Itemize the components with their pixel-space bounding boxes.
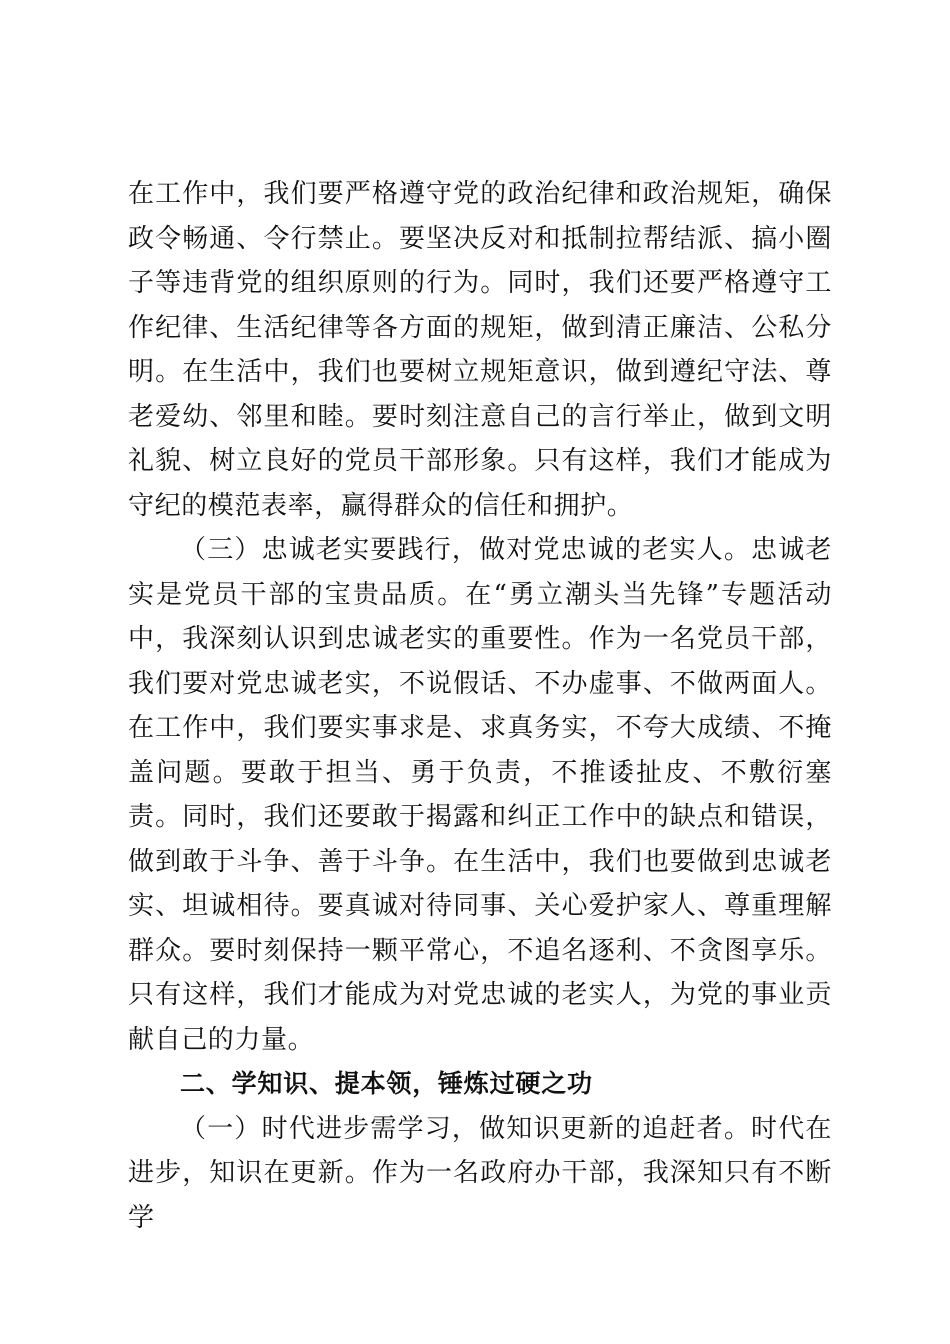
paragraph-discipline-continued: 在工作中，我们要严格遵守党的政治纪律和政治规矩，确保政令畅通、令行禁止。要坚决反对和抵制拉帮结派、搞小圈子等违背党的组织原则的行为。同时，我们还要严格遵守工作纪律、生活纪律等各方面的规矩，做到清正廉洁、公私分明。在生活中，我们也要树立规矩意识，做到遵纪守法、尊老爱幼、邻里和睦。要时刻注意自己的言行举止，做到文明礼貌、树立良好的党员干部形象。只有这样，我们才能成为守纪的模范表率，赢得群众的信任和拥护。 (128, 179, 832, 521)
paragraph-loyalty-honesty: （三）忠诚老实要践行，做对党忠诚的老实人。忠诚老实是党员干部的宝贵品质。在“勇立潮头当先锋”专题活动中，我深刻认识到忠诚老实的重要性。作为一名党员干部，我们要对党忠诚老实，不说假话、不办虚事、不做两面人。在工作中，我们要实事求是、求真务实，不夸大成绩、不掩盖问题。要敢于担当、勇于负责，不推诿扯皮、不敷衍塞责。同时，我们还要敢于揭露和纠正工作中的缺点和错误，做到敢于斗争、善于斗争。在生活中，我们也要做到忠诚老实、坦诚相待。要真诚对待同事、关心爱护家人、尊重理解群众。要时刻保持一颗平常心，不追名逐利、不贪图享乐。只有这样，我们才能成为对党忠诚的老实人，为党的事业贡献自己的力量。 (128, 535, 832, 1055)
paragraph-learning: （一）时代进步需学习，做知识更新的追赶者。时代在进步，知识在更新。作为一名政府办干部，我深知只有不断学 (128, 1113, 832, 1233)
section-heading: 二、学知识、提本领，锤炼过硬之功 (180, 1069, 593, 1098)
document-body (128, 172, 832, 1240)
